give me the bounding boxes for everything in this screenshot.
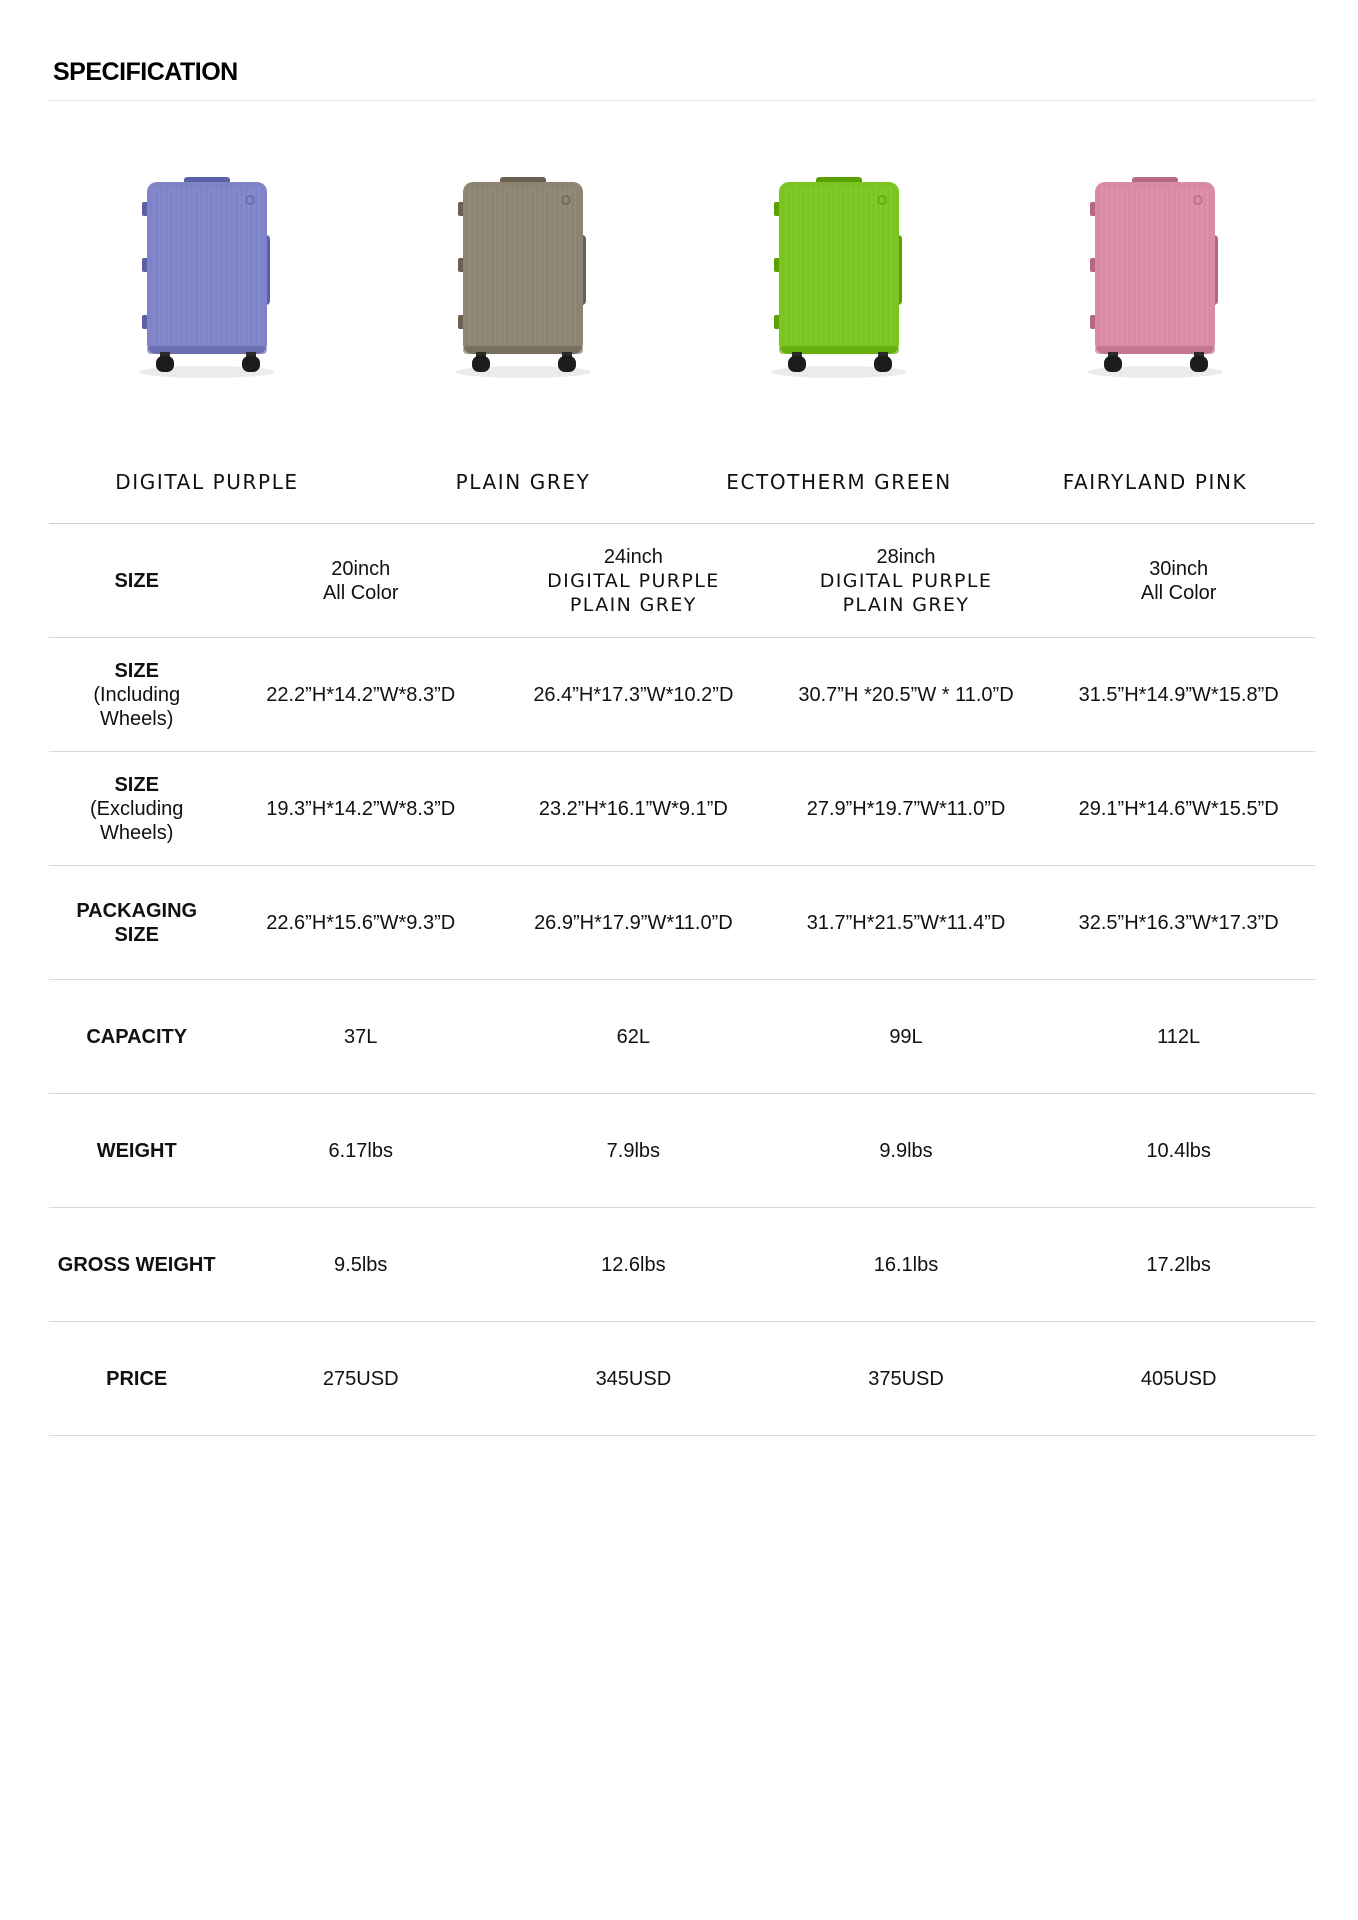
table-cell: 31.7”H*21.5”W*11.4”D xyxy=(770,866,1043,980)
table-cell: 9.9lbs xyxy=(770,1094,1043,1208)
price-cell: 375USD xyxy=(770,1322,1043,1436)
wheel xyxy=(1190,356,1208,372)
table-row xyxy=(49,1094,1315,1208)
price-cell: 405USD xyxy=(1042,1322,1315,1436)
table-cell: 22.2”H*14.2”W*8.3”D xyxy=(224,638,497,752)
size-colors: DIGITAL PURPLE xyxy=(547,569,720,592)
label-main: SIZE xyxy=(114,659,159,682)
size-colors: All Color xyxy=(1140,581,1217,604)
table-cell: 23.2”H*16.1”W*9.1”D xyxy=(497,752,770,866)
table-cell: 31.5”H*14.9”W*15.8”D xyxy=(1042,638,1315,752)
table-row xyxy=(49,638,1315,752)
suitcase-image xyxy=(132,160,282,390)
table-cell xyxy=(1042,524,1315,638)
row-label-gross-weight: GROSS WEIGHT xyxy=(49,1208,224,1322)
product-color-name: ECTOTHERM GREEN xyxy=(726,470,952,494)
label-sub: (Excluding xyxy=(90,797,184,820)
row-label-size-excluding-wheels xyxy=(49,752,224,866)
wheel xyxy=(558,356,576,372)
product-gallery xyxy=(49,150,1315,500)
product-card[interactable] xyxy=(49,150,365,500)
row-label-price: PRICE xyxy=(49,1322,224,1436)
suitcase-image xyxy=(448,160,598,390)
label-sub: Wheels) xyxy=(100,707,174,730)
table-cell: 29.1”H*14.6”W*15.5”D xyxy=(1042,752,1315,866)
table-cell: 22.6”H*15.6”W*9.3”D xyxy=(224,866,497,980)
size-value: 30inch xyxy=(1149,557,1209,580)
table-cell xyxy=(770,524,1043,638)
table-cell: 27.9”H*19.7”W*11.0”D xyxy=(770,752,1043,866)
size-value: 24inch xyxy=(603,545,663,568)
size-value: 20inch xyxy=(331,557,391,580)
product-card[interactable] xyxy=(997,150,1313,500)
size-colors: All Color xyxy=(322,581,399,604)
table-row xyxy=(49,866,1315,980)
product-color-name: DIGITAL PURPLE xyxy=(115,470,299,494)
label-sub: Wheels) xyxy=(100,821,174,844)
wheel xyxy=(242,356,260,372)
row-label-size: SIZE xyxy=(49,524,224,638)
label-main: SIZE xyxy=(114,773,159,796)
table-cell: 10.4lbs xyxy=(1042,1094,1315,1208)
label-main: PACKAGING xyxy=(76,899,198,922)
table-cell: 16.1lbs xyxy=(770,1208,1043,1322)
row-label-size-including-wheels xyxy=(49,638,224,752)
product-color-name: PLAIN GREY xyxy=(455,470,591,494)
size-colors: PLAIN GREY xyxy=(842,593,970,616)
size-value: 28inch xyxy=(876,545,936,568)
table-cell: 112L xyxy=(1042,980,1315,1094)
table-cell xyxy=(224,524,497,638)
table-cell: 17.2lbs xyxy=(1042,1208,1315,1322)
wheel xyxy=(874,356,892,372)
price-cell: 345USD xyxy=(497,1322,770,1436)
table-cell: 6.17lbs xyxy=(224,1094,497,1208)
table-row xyxy=(49,752,1315,866)
product-card[interactable] xyxy=(365,150,681,500)
suitcase-image xyxy=(764,160,914,390)
table-cell: 26.4”H*17.3”W*10.2”D xyxy=(497,638,770,752)
suitcase-image xyxy=(1080,160,1230,390)
table-cell: 62L xyxy=(497,980,770,1094)
table-cell: 30.7”H *20.5”W * 11.0”D xyxy=(770,638,1043,752)
table-row xyxy=(49,524,1315,638)
price-cell: 275USD xyxy=(224,1322,497,1436)
table-row xyxy=(49,980,1315,1094)
table-cell: 12.6lbs xyxy=(497,1208,770,1322)
label-sub: (Including xyxy=(93,683,181,706)
page-title: SPECIFICATION xyxy=(53,58,238,86)
table-cell: 37L xyxy=(224,980,497,1094)
title-divider xyxy=(49,100,1315,101)
wheel xyxy=(156,356,174,372)
product-color-name: FAIRYLAND PINK xyxy=(1062,470,1248,494)
row-label-weight: WEIGHT xyxy=(49,1094,224,1208)
row-label-packaging-size xyxy=(49,866,224,980)
wheel xyxy=(788,356,806,372)
table-cell: 99L xyxy=(770,980,1043,1094)
size-colors: DIGITAL PURPLE xyxy=(819,569,993,592)
specification-table xyxy=(49,523,1315,1436)
product-card[interactable] xyxy=(681,150,997,500)
table-cell: 19.3”H*14.2”W*8.3”D xyxy=(224,752,497,866)
table-cell: 9.5lbs xyxy=(224,1208,497,1322)
table-cell: 32.5”H*16.3”W*17.3”D xyxy=(1042,866,1315,980)
wheel xyxy=(1104,356,1122,372)
table-cell: 26.9”H*17.9”W*11.0”D xyxy=(497,866,770,980)
table-row xyxy=(49,1208,1315,1322)
size-colors: PLAIN GREY xyxy=(569,593,697,616)
row-label-capacity: CAPACITY xyxy=(49,980,224,1094)
table-row xyxy=(49,1322,1315,1436)
wheel xyxy=(472,356,490,372)
table-cell: 7.9lbs xyxy=(497,1094,770,1208)
label-main: SIZE xyxy=(114,923,159,946)
table-cell xyxy=(497,524,770,638)
